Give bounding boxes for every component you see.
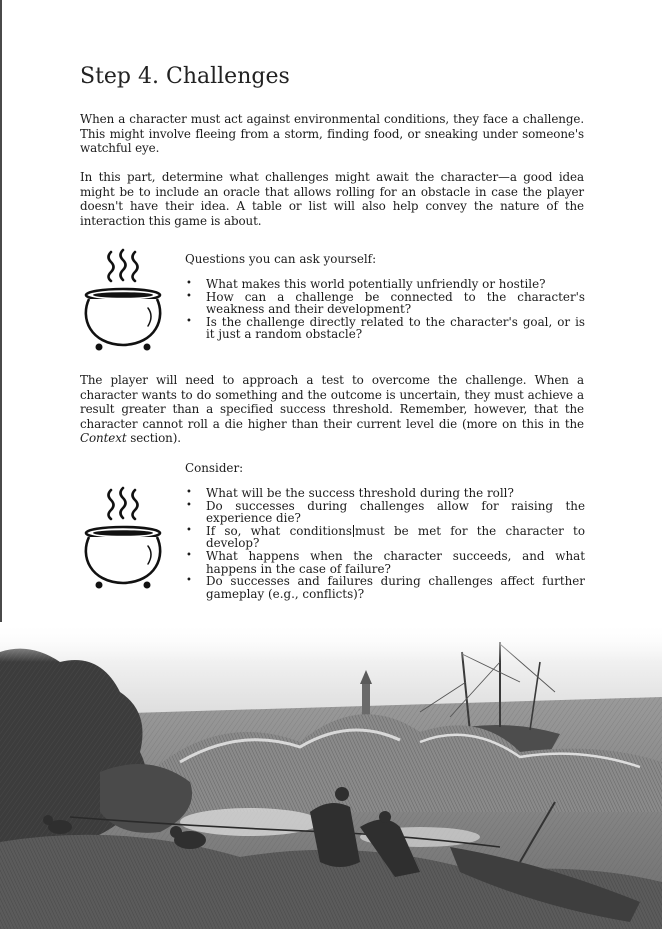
list-item: • What happens when the character succeeds, and what happens in the case of failure? [185,550,585,575]
list-item: • Do successes and failures during challenges affect further gameplay (e.g., conflicts)? [185,575,585,600]
cauldron-icon [78,484,168,594]
text-cursor [353,525,354,537]
questions-list [185,278,585,341]
intro-paragraph-1: When a character must act against environmental conditions, they face a challenge. This might involve fleeing from a storm, finding food, or sneaking under someone's watchful eye. [80,112,584,156]
test-paragraph-text: The player will need to approach a test to overcome the challenge. When a character wants to do something and the outcome is uncertain, they must achieve a result greater than a specified success threshold. Remember, however, that the character cannot roll a die higher than their current level die (more on this in the [80,373,584,431]
list-item-text: must be met for the character to develop? [206,523,585,551]
context-emphasis: Context [80,431,127,446]
test-paragraph [80,373,584,446]
list-item: • Is the challenge directly related to the character's goal, or is it just a random obstacle? [185,316,585,341]
list-item: • How can a challenge be connected to the character's weakness and their development? [185,291,585,316]
page-title: Step 4. Challenges [80,64,290,89]
list-item: • What will be the success threshold during the roll? [185,487,585,500]
consider-intro: Consider: [185,461,244,475]
questions-intro: Questions you can ask yourself: [185,252,377,266]
list-item: • Do successes during challenges allow for raising the experience die? [185,500,585,525]
test-paragraph-end: section). [126,431,181,446]
shipwreck-engraving-illustration [0,622,662,929]
list-item [185,525,585,550]
cauldron-icon [78,246,168,356]
intro-paragraph-2: In this part, determine what challenges might await the character—a good idea might be to include an oracle that allows rolling for an obstacle in case the player doesn't have their idea. A table or list will also help convey the nature of the interaction this game is about. [80,170,584,228]
consider-list [185,487,585,600]
list-item: • What makes this world potentially unfriendly or hostile? [185,278,585,291]
list-item-text: If so, what conditions [206,523,352,538]
